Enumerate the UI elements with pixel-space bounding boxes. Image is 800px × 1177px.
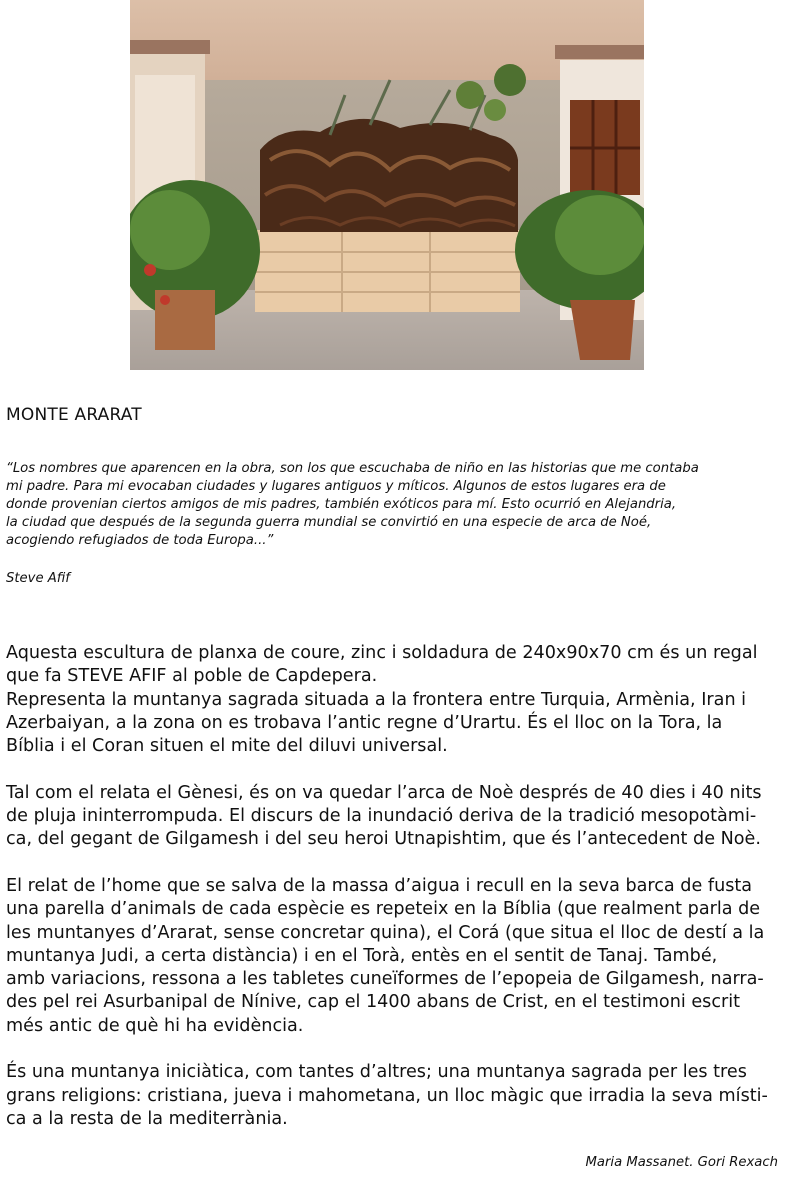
body-line: grans religions: cristiana, jueva i mahometana, un lloc màgic que irradia la seva místi- — [6, 1085, 768, 1106]
body-line: una parella d’animals de cada espècie es repeteix en la Bíblia (que realment parla de — [6, 899, 761, 920]
quote-line: la ciudad que después de la segunda guerra mundial se convirtió en una especie de arca de Noé, — [6, 515, 652, 530]
body-line: Azerbaiyan, a la zona on es trobava l’antic regne d’Urartu. És el lloc on la Tora, la — [6, 712, 723, 733]
quote-line: mi padre. Para mi evocaban ciudades y lugares antiguos y míticos. Algunos de estos lugares era de — [6, 479, 666, 494]
body-line: que fa STEVE AFIF al poble de Capdepera. — [6, 666, 378, 687]
body-line: El relat de l’home que se salva de la massa d’aigua i recull en la seva barca de fusta — [6, 875, 753, 896]
quote-line: “Los nombres que aparencen en la obra, son los que escuchaba de niño en las historias que me contaba — [6, 461, 699, 476]
quote-line: donde provenian ciertos amigos de mis padres, también exóticos para mí. Esto ocurrió en Alejandria, — [6, 497, 677, 512]
authors-signature: Maria Massanet. Gori Rexach — [585, 1155, 778, 1170]
body-line: de pluja ininterrompuda. El discurs de la inundació deriva de la tradició mesopotàmi- — [6, 806, 757, 827]
paragraph-gap — [6, 1038, 786, 1061]
body-line: Bíblia i el Coran situen el mite del diluvi universal. — [6, 736, 448, 757]
body-line: muntanya Judi, a certa distància) i en el Torà, entès en el sentit de Tanaj. També, — [6, 945, 718, 966]
body-line: més antic de què hi ha evidència. — [6, 1015, 304, 1036]
sculpture-photo — [130, 0, 644, 370]
body-line: ca a la resta de la mediterrània. — [6, 1108, 288, 1129]
artist-quote — [6, 460, 786, 550]
body-line: ca, del gegant de Gilgamesh i del seu heroi Utnapishtim, que és l’antecedent de Noè. — [6, 829, 761, 850]
paragraph-gap — [6, 758, 786, 781]
body-line: Tal com el relata el Gènesi, és on va quedar l’arca de Noè després de 40 dies i 40 nits — [6, 782, 762, 803]
quote-line: acogiendo refugiados de toda Europa...” — [6, 533, 274, 548]
body-line: des pel rei Asurbanipal de Nínive, cap el 1400 abans de Crist, en el testimoni escrit — [6, 992, 741, 1013]
body-line: les muntanyes d’Ararat, sense concretar quina), el Corá (que situa el lloc de destí a la — [6, 922, 765, 943]
description-text — [6, 642, 786, 1131]
quote-author: Steve Afif — [6, 571, 70, 586]
body-line: amb variacions, ressona a les tabletes cuneïformes de l’epopeia de Gilgamesh, narra- — [6, 969, 764, 990]
body-line: És una muntanya iniciàtica, com tantes d’altres; una muntanya sagrada per les tres — [6, 1062, 747, 1083]
body-line: Aquesta escultura de planxa de coure, zinc i soldadura de 240x90x70 cm és un regal — [6, 643, 758, 663]
body-line: Representa la muntanya sagrada situada a la frontera entre Turquia, Armènia, Iran i — [6, 689, 747, 710]
paragraph-gap — [6, 852, 786, 875]
page-title: MONTE ARARAT — [6, 405, 142, 425]
